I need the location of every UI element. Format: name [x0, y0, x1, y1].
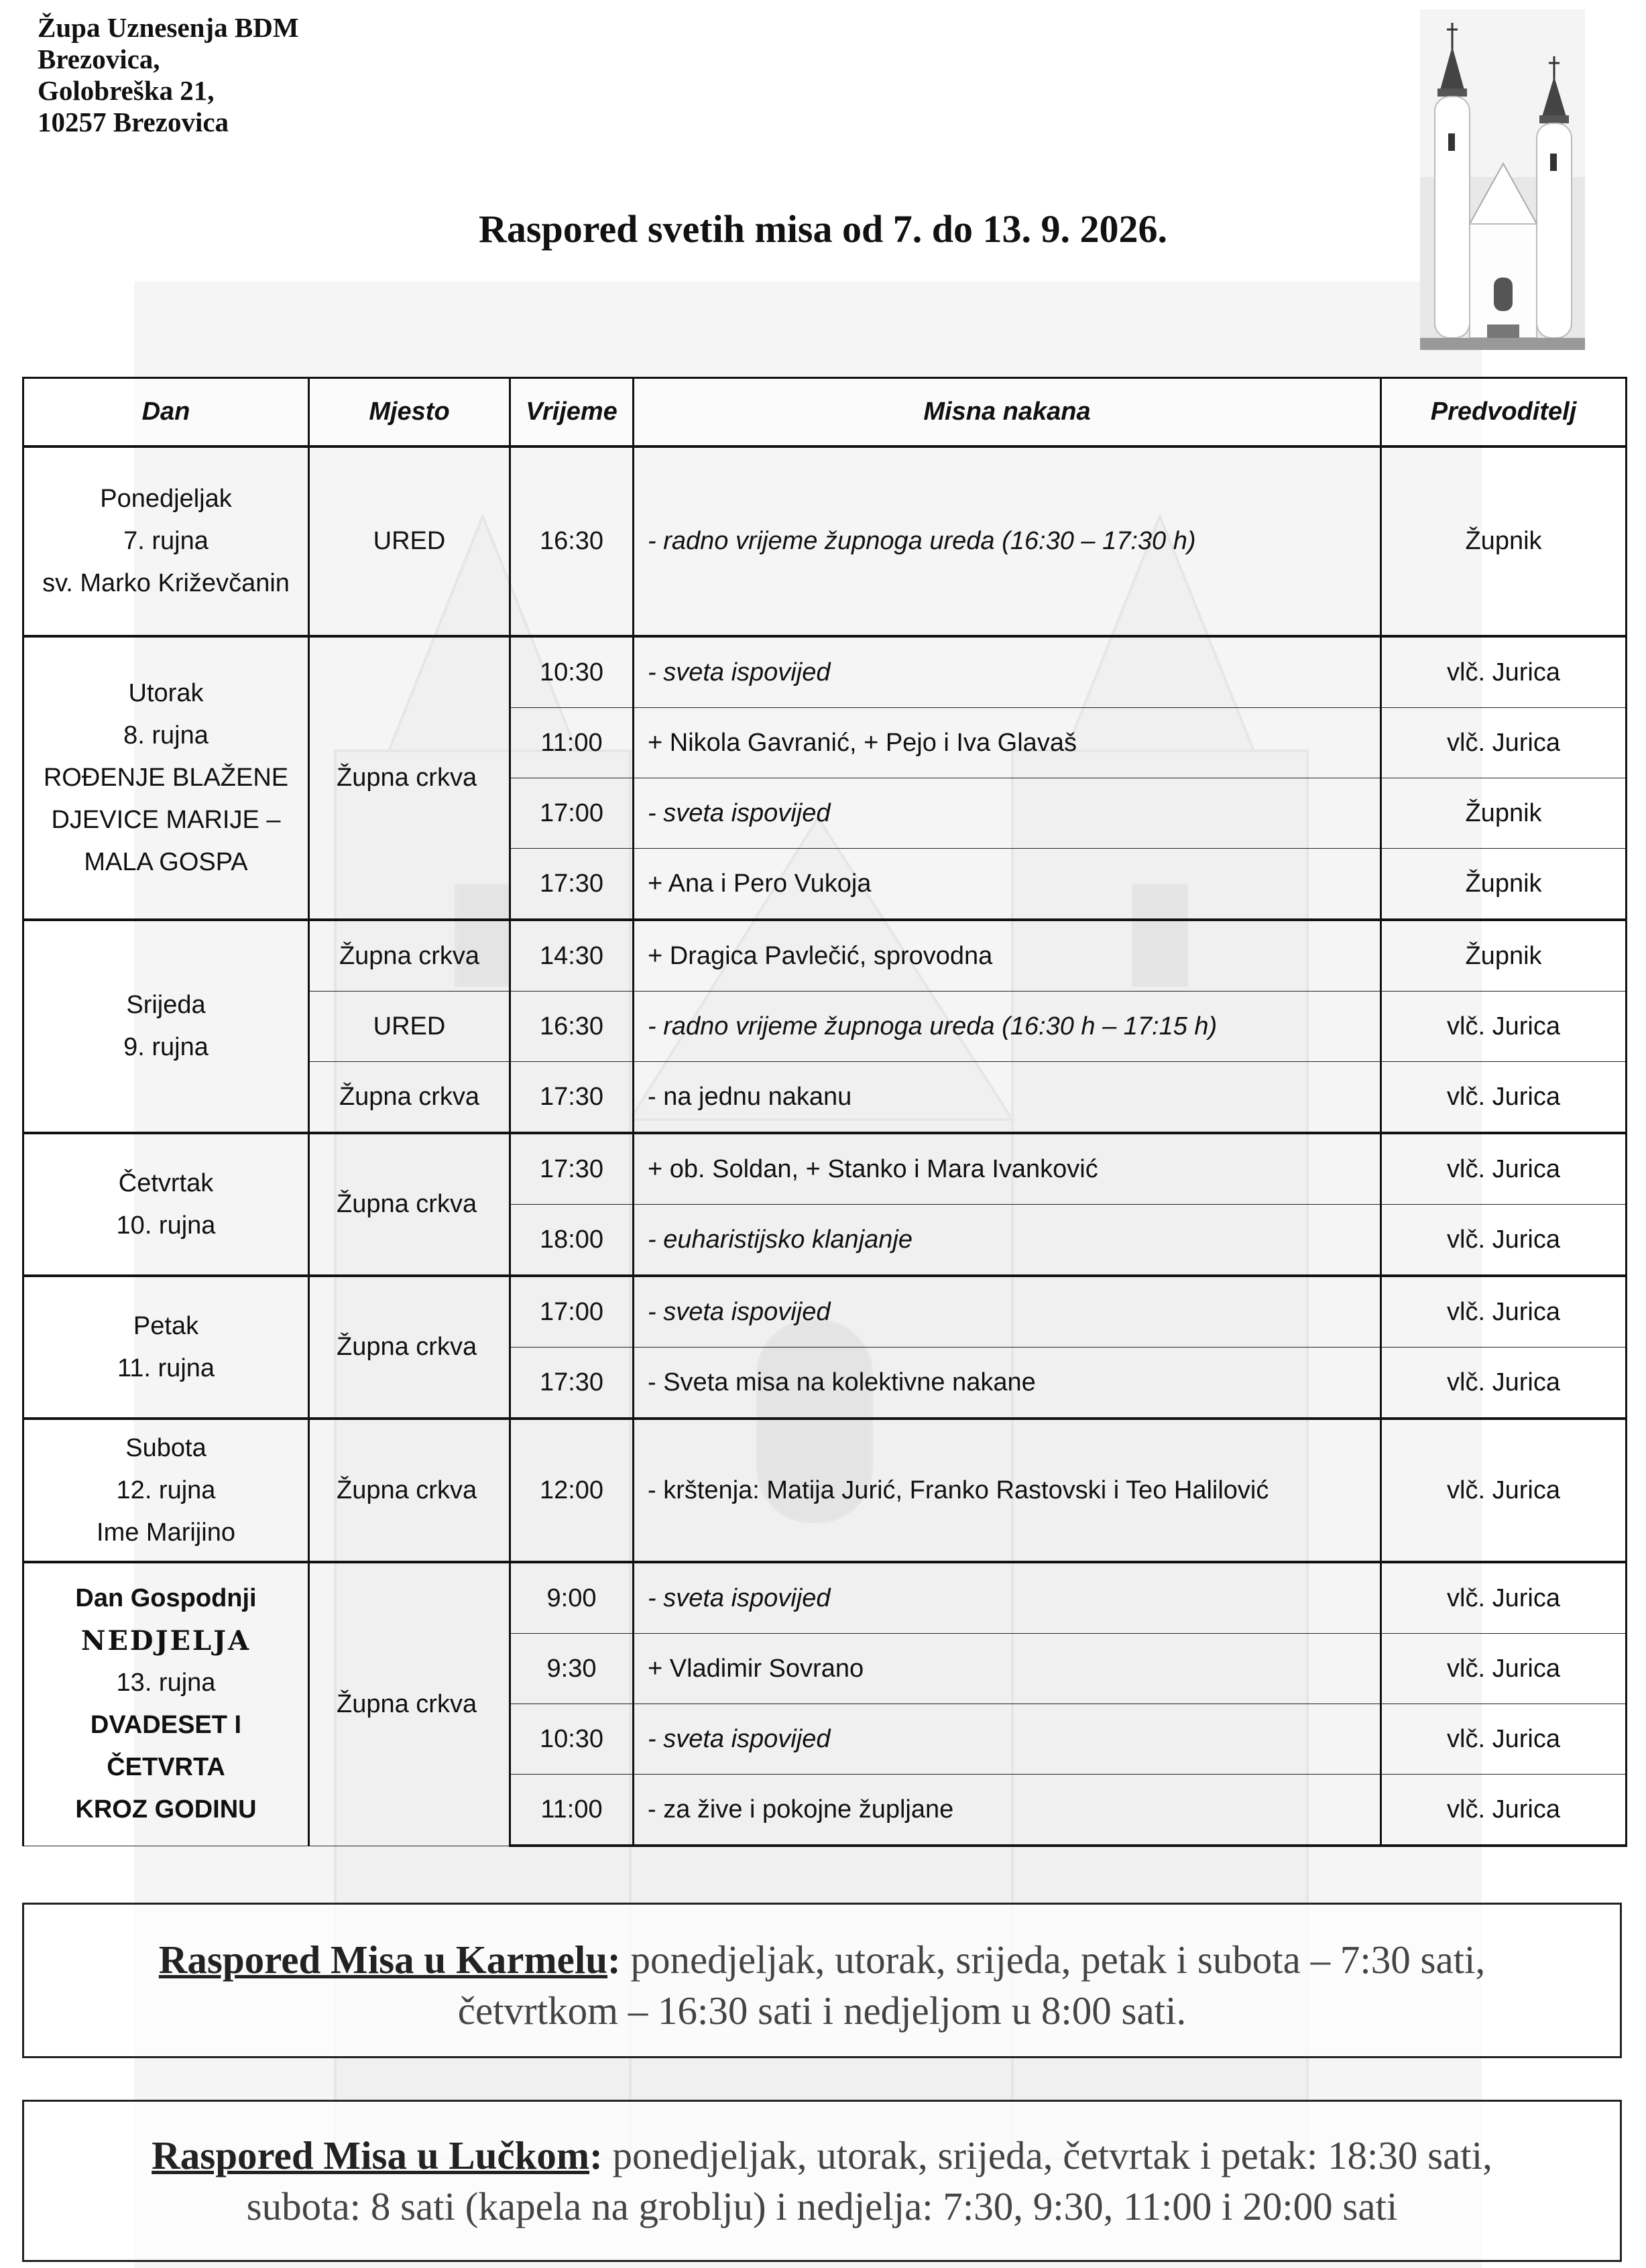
time-cell: 16:30 [510, 992, 634, 1062]
karmel-schedule-box [22, 1903, 1622, 2058]
leader-cell: vlč. Jurica [1381, 1062, 1627, 1134]
place-cell: Župna crkva [309, 1562, 510, 1846]
time-cell: 10:30 [510, 1704, 634, 1775]
day-line: Ime Marijino [97, 1518, 235, 1547]
day-line: 10. rujna [116, 1211, 216, 1240]
table-row [23, 920, 1627, 992]
day-line: DVADESET I ČETVRTA [90, 1711, 242, 1782]
intention-cell: + Dragica Pavlečić, sprovodna [634, 920, 1381, 992]
place-cell: Župna crkva [309, 1419, 510, 1562]
day-cell-tuesday [23, 636, 309, 920]
table-row [23, 446, 1627, 636]
leader-cell: vlč. Jurica [1381, 1419, 1627, 1562]
leader-cell: vlč. Jurica [1381, 1775, 1627, 1846]
leader-cell: vlč. Jurica [1381, 992, 1627, 1062]
intention-cell: - radno vrijeme župnoga ureda (16:30 – 17:30 h) [634, 446, 1381, 636]
karmel-line2: četvrtkom – 16:30 sati i nedjeljom u 8:00 sati. [457, 1988, 1187, 2033]
time-cell: 17:30 [510, 1062, 634, 1134]
intention-cell: - sveta ispovijed [634, 636, 1381, 708]
leader-cell: Župnik [1381, 778, 1627, 849]
lucko-heading: Raspored Misa u Lučkom [152, 2133, 590, 2177]
leader-cell: vlč. Jurica [1381, 1205, 1627, 1276]
intention-cell: - Sveta misa na kolektivne nakane [634, 1348, 1381, 1419]
lucko-schedule-box [22, 2100, 1622, 2262]
time-cell: 17:30 [510, 1133, 634, 1205]
lucko-line2: subota: 8 sati (kapela na groblju) i nedjelja: 7:30, 9:30, 11:00 i 20:00 sati [246, 2184, 1398, 2228]
day-line: Srijeda [126, 991, 206, 1019]
day-line: KROZ GODINU [75, 1795, 257, 1824]
leader-cell: vlč. Jurica [1381, 636, 1627, 708]
day-line: 12. rujna [116, 1476, 216, 1504]
leader-cell: vlč. Jurica [1381, 1704, 1627, 1775]
time-cell: 18:00 [510, 1205, 634, 1276]
header-place: Mjesto [309, 378, 510, 447]
leader-cell: vlč. Jurica [1381, 1634, 1627, 1704]
lucko-line1: ponedjeljak, utorak, srijeda, četvrtak i petak: 18:30 sati, [602, 2133, 1492, 2177]
document-title: Raspored svetih misa od 7. do 13. 9. 2026. [479, 207, 1167, 251]
parish-address [38, 12, 299, 138]
header-intention: Misna nakana [634, 378, 1381, 447]
place-cell: Župna crkva [309, 1276, 510, 1419]
day-line: Petak [133, 1311, 199, 1340]
day-cell-friday [23, 1276, 309, 1419]
leader-cell: vlč. Jurica [1381, 1562, 1627, 1634]
time-cell: 16:30 [510, 446, 634, 636]
day-line: ROĐENJE BLAŽENE [43, 764, 289, 792]
leader-cell: Župnik [1381, 446, 1627, 636]
intention-cell: - za žive i pokojne župljane [634, 1775, 1381, 1846]
intention-cell: + Nikola Gavranić, + Pejo i Iva Glavaš [634, 708, 1381, 778]
day-line: Dan Gospodnji [75, 1584, 257, 1613]
intention-cell: + Ana i Pero Vukoja [634, 849, 1381, 920]
address-line: Brezovica, [38, 44, 160, 74]
mass-schedule-table [22, 377, 1627, 1847]
header-time: Vrijeme [510, 378, 634, 447]
lucko-colon: : [589, 2133, 603, 2177]
day-line: 9. rujna [123, 1033, 209, 1061]
karmel-heading: Raspored Misa u Karmelu [158, 1937, 608, 1982]
intention-cell: - sveta ispovijed [634, 778, 1381, 849]
place-cell: URED [309, 446, 510, 636]
table-row [23, 1276, 1627, 1348]
day-cell-wednesday [23, 920, 309, 1133]
time-cell: 10:30 [510, 636, 634, 708]
day-line-sunday: NEDJELJA [80, 1625, 251, 1657]
intention-cell: + ob. Soldan, + Stanko i Mara Ivanković [634, 1133, 1381, 1205]
intention-cell: - krštenja: Matija Jurić, Franko Rastovski i Teo Halilović [634, 1419, 1381, 1562]
leader-cell: vlč. Jurica [1381, 1348, 1627, 1419]
place-cell: Župna crkva [309, 1062, 510, 1134]
day-cell-thursday [23, 1133, 309, 1276]
intention-cell: - sveta ispovijed [634, 1276, 1381, 1348]
day-line: Ponedjeljak [100, 485, 232, 513]
time-cell: 17:00 [510, 1276, 634, 1348]
karmel-line1: ponedjeljak, utorak, srijeda, petak i subota – 7:30 sati, [620, 1937, 1486, 1982]
header-leader: Predvoditelj [1381, 378, 1627, 447]
time-cell: 17:00 [510, 778, 634, 849]
day-line: MALA GOSPA [84, 848, 248, 876]
address-line: 10257 Brezovica [38, 107, 229, 137]
day-line: Subota [125, 1433, 207, 1462]
place-cell: Župna crkva [309, 1133, 510, 1276]
day-cell-sunday [23, 1562, 309, 1846]
day-line: sv. Marko Križevčanin [42, 569, 290, 597]
intention-cell: + Vladimir Sovrano [634, 1634, 1381, 1704]
day-line: Utorak [128, 679, 204, 707]
intention-cell: - radno vrijeme župnoga ureda (16:30 h – 17:15 h) [634, 992, 1381, 1062]
church-photo [1420, 9, 1585, 350]
place-cell: URED [309, 992, 510, 1062]
place-cell: Župna crkva [309, 636, 510, 920]
time-cell: 17:30 [510, 1348, 634, 1419]
leader-cell: vlč. Jurica [1381, 1133, 1627, 1205]
address-line: Golobreška 21, [38, 75, 215, 106]
leader-cell: vlč. Jurica [1381, 708, 1627, 778]
intention-cell: - na jednu nakanu [634, 1062, 1381, 1134]
day-line: Četvrtak [118, 1169, 214, 1197]
table-row [23, 1133, 1627, 1205]
time-cell: 9:30 [510, 1634, 634, 1704]
time-cell: 14:30 [510, 920, 634, 992]
header-day: Dan [23, 378, 309, 447]
karmel-colon: : [607, 1937, 621, 1982]
table-header-row [23, 378, 1627, 447]
time-cell: 11:00 [510, 1775, 634, 1846]
table-row [23, 1419, 1627, 1562]
day-line: 7. rujna [123, 527, 209, 555]
time-cell: 17:30 [510, 849, 634, 920]
time-cell: 12:00 [510, 1419, 634, 1562]
leader-cell: vlč. Jurica [1381, 1276, 1627, 1348]
intention-cell: - euharistijsko klanjanje [634, 1205, 1381, 1276]
time-cell: 11:00 [510, 708, 634, 778]
day-line: 13. rujna [116, 1669, 216, 1697]
day-line: DJEVICE MARIJE – [51, 806, 281, 834]
leader-cell: Župnik [1381, 849, 1627, 920]
place-cell: Župna crkva [309, 920, 510, 992]
leader-cell: Župnik [1381, 920, 1627, 992]
day-cell-saturday [23, 1419, 309, 1562]
table-row [23, 1562, 1627, 1634]
day-line: 8. rujna [123, 721, 209, 750]
time-cell: 9:00 [510, 1562, 634, 1634]
table-row [23, 636, 1627, 708]
day-line: 11. rujna [117, 1354, 215, 1382]
address-line: Župa Uznesenja BDM [38, 12, 299, 43]
intention-cell: - sveta ispovijed [634, 1562, 1381, 1634]
day-cell-monday [23, 446, 309, 636]
intention-cell: - sveta ispovijed [634, 1704, 1381, 1775]
